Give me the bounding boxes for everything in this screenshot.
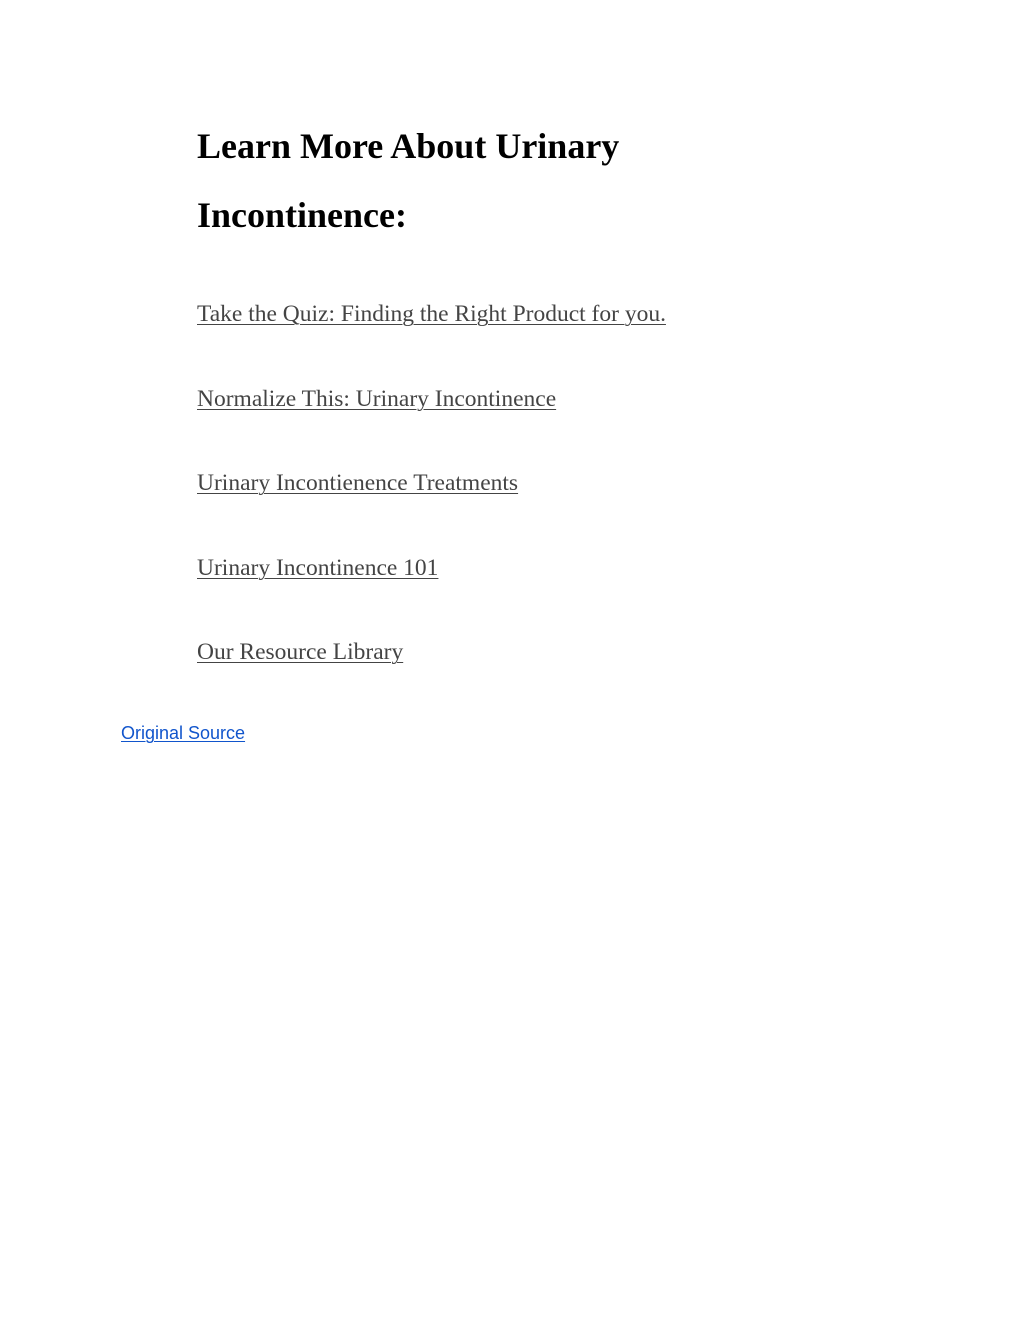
- normalize-this-link[interactable]: Normalize This: Urinary Incontinence: [197, 385, 557, 412]
- list-item: [197, 468, 666, 553]
- resource-link-list: [197, 299, 666, 722]
- section-heading: Learn More About Urinary Incontinence:: [197, 126, 620, 235]
- quiz-link[interactable]: Take the Quiz: Finding the Right Product for you.: [197, 301, 666, 327]
- resource-library-link[interactable]: Our Resource Library: [197, 639, 404, 666]
- list-item: [197, 553, 666, 638]
- original-source-link[interactable]: Original Source: [121, 723, 246, 743]
- list-item: [197, 384, 666, 469]
- list-item: [197, 299, 666, 384]
- treatments-link[interactable]: Urinary Incontienence Treatments: [197, 470, 519, 497]
- list-item: [197, 637, 666, 722]
- incontinence-101-link[interactable]: Urinary Incontinence 101: [197, 554, 439, 581]
